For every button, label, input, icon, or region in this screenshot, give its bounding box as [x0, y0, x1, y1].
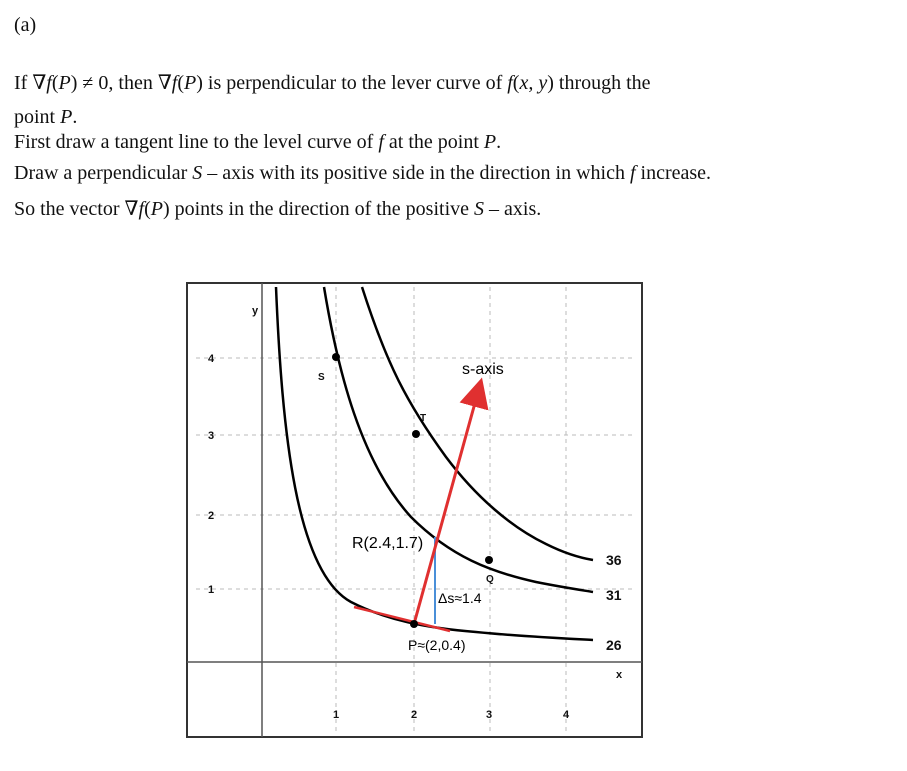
- point-T-label: T: [420, 413, 427, 424]
- point-T-dot: [412, 430, 420, 438]
- level-value-36: 36: [606, 552, 622, 568]
- text-line-2: point P.: [14, 106, 78, 128]
- point-Q-dot: [485, 556, 493, 564]
- part-label: (a): [14, 14, 37, 36]
- x-tick-1: 1: [333, 709, 340, 721]
- point-S-dot: [332, 353, 340, 361]
- text-line-3: First draw a tangent line to the level curve of f at the point P.: [14, 131, 502, 153]
- y-tick-4: 4: [208, 353, 215, 365]
- level-value-26: 26: [606, 637, 622, 653]
- point-P-label: P≈(2,0.4): [408, 637, 466, 653]
- delta-s-label: Δs≈1.4: [438, 590, 482, 606]
- text-line-5: So the vector ∇f(P) points in the direction of the positive S – axis.: [14, 198, 542, 220]
- y-tick-1: 1: [208, 584, 215, 596]
- y-axis-label: y: [252, 305, 259, 317]
- s-axis-label: s-axis: [462, 361, 504, 378]
- level-curve-figure: [186, 282, 644, 740]
- point-Q-label: Q: [486, 574, 494, 585]
- text-line-1: If ∇f(P) ≠ 0, then ∇f(P) is perpendicular to the lever curve of f(x, y) through the: [14, 72, 651, 94]
- text-line-4: Draw a perpendicular S – axis with its positive side in the direction in which f increase.: [14, 162, 712, 184]
- x-axis-label: x: [616, 669, 623, 681]
- point-S-label: S: [318, 372, 325, 383]
- x-tick-2: 2: [411, 709, 418, 721]
- y-tick-2: 2: [208, 510, 215, 522]
- level-value-31: 31: [606, 587, 622, 603]
- y-tick-3: 3: [208, 430, 215, 442]
- x-tick-3: 3: [486, 709, 493, 721]
- x-tick-4: 4: [563, 709, 570, 721]
- point-R-label: R(2.4,1.7): [352, 535, 424, 552]
- point-P-dot: [410, 620, 418, 628]
